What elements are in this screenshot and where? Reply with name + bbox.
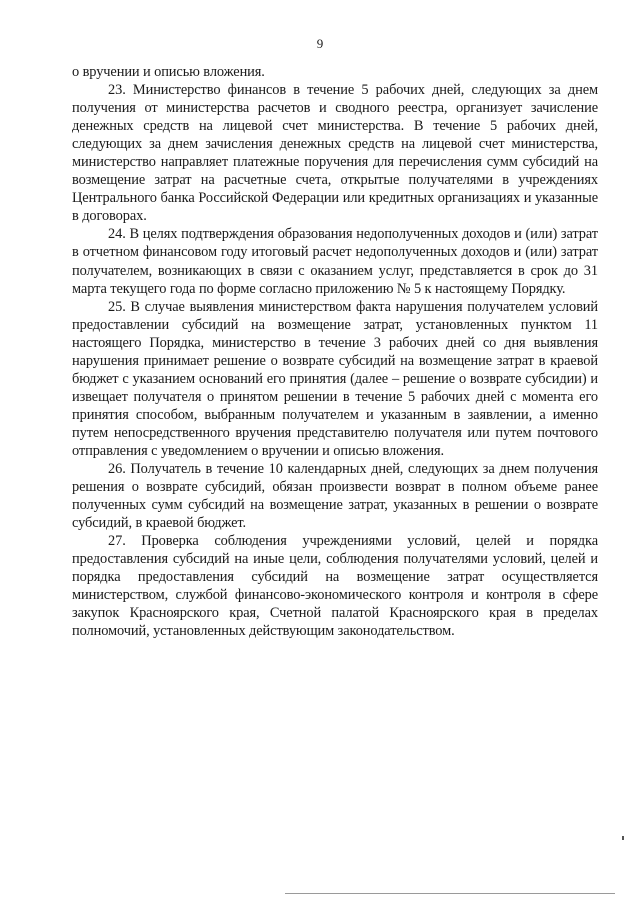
body-text <box>72 63 598 641</box>
paragraph-item-26: 26. Получатель в течение 10 календарных дней, следующих за днем получения решения о возврате субсидий, обязан произвести возврат в полном объеме ранее полученных сумм субсидий на возмещение затрат, указанных в решении о возврате субсидий, в краевой бюджет. <box>72 461 598 532</box>
paragraph-item-25: 25. В случае выявления министерством факта нарушения получателем условий предоставлении субсидий на возмещение затрат, установленных пунктом 11 настоящего Порядка, министерство в течение 3 рабочих дней со дня выявления нарушения принимает решение о возврате субсидий на возмещение затрат в краевой бюджет с указанием оснований его принятия (далее – решение о возврате субсидии) и извещает получателя о принятом решении в течение 5 рабочих дней с момента его принятия способом, выбранным получателем и указанным в заявлении, а именно путем непосредственного вручения представителю получателя или путем почтового отправления с уведомлением о вручении и описью вложения. <box>72 298 598 459</box>
paragraph-continuation: о вручении и описью вложения. <box>72 64 265 80</box>
paragraph-item-23: 23. Министерство финансов в течение 5 рабочих дней, следующих за днем получения от министерства расчетов и сводного реестра, организует зачисление денежных средств на лицевой счет министерства. В течение 5 рабочих дней, следующих за днем зачисления денежных средств на лицевой счет министерства, министерство направляет платежные поручения для перечисления сумм субсидий на возмещение затрат на расчетные счета, открытые получателями в учреждениях Центрального банка Российской Федерации или кредитных организациях и указанные в договорах. <box>72 82 598 225</box>
footer-rule <box>285 893 615 894</box>
paragraph-item-27: 27. Проверка соблюдения учреждениями условий, целей и порядка предоставления субсидий на иные цели, соблюдения получателями условий, целей и порядка предоставления субсидий на возмещение затрат осуществляется министерством, службой финансово-экономического контроля и контроля в сфере закупок Красноярского края, Счетной палатой Красноярского края в пределах полномочий, установленных действующим законодательством. <box>72 533 598 640</box>
page-number: 9 <box>316 36 324 51</box>
scan-artifact <box>622 836 624 840</box>
paragraph-item-24: 24. В целях подтверждения образования недополученных доходов и (или) затрат в отчетном финансовом году итоговый расчет недополученных доходов и (или) затрат получателем, возникающих в связи с оказанием услуг, представляется в срок до 31 марта текущего года по форме согласно приложению № 5 к настоящему Порядку. <box>72 226 598 297</box>
